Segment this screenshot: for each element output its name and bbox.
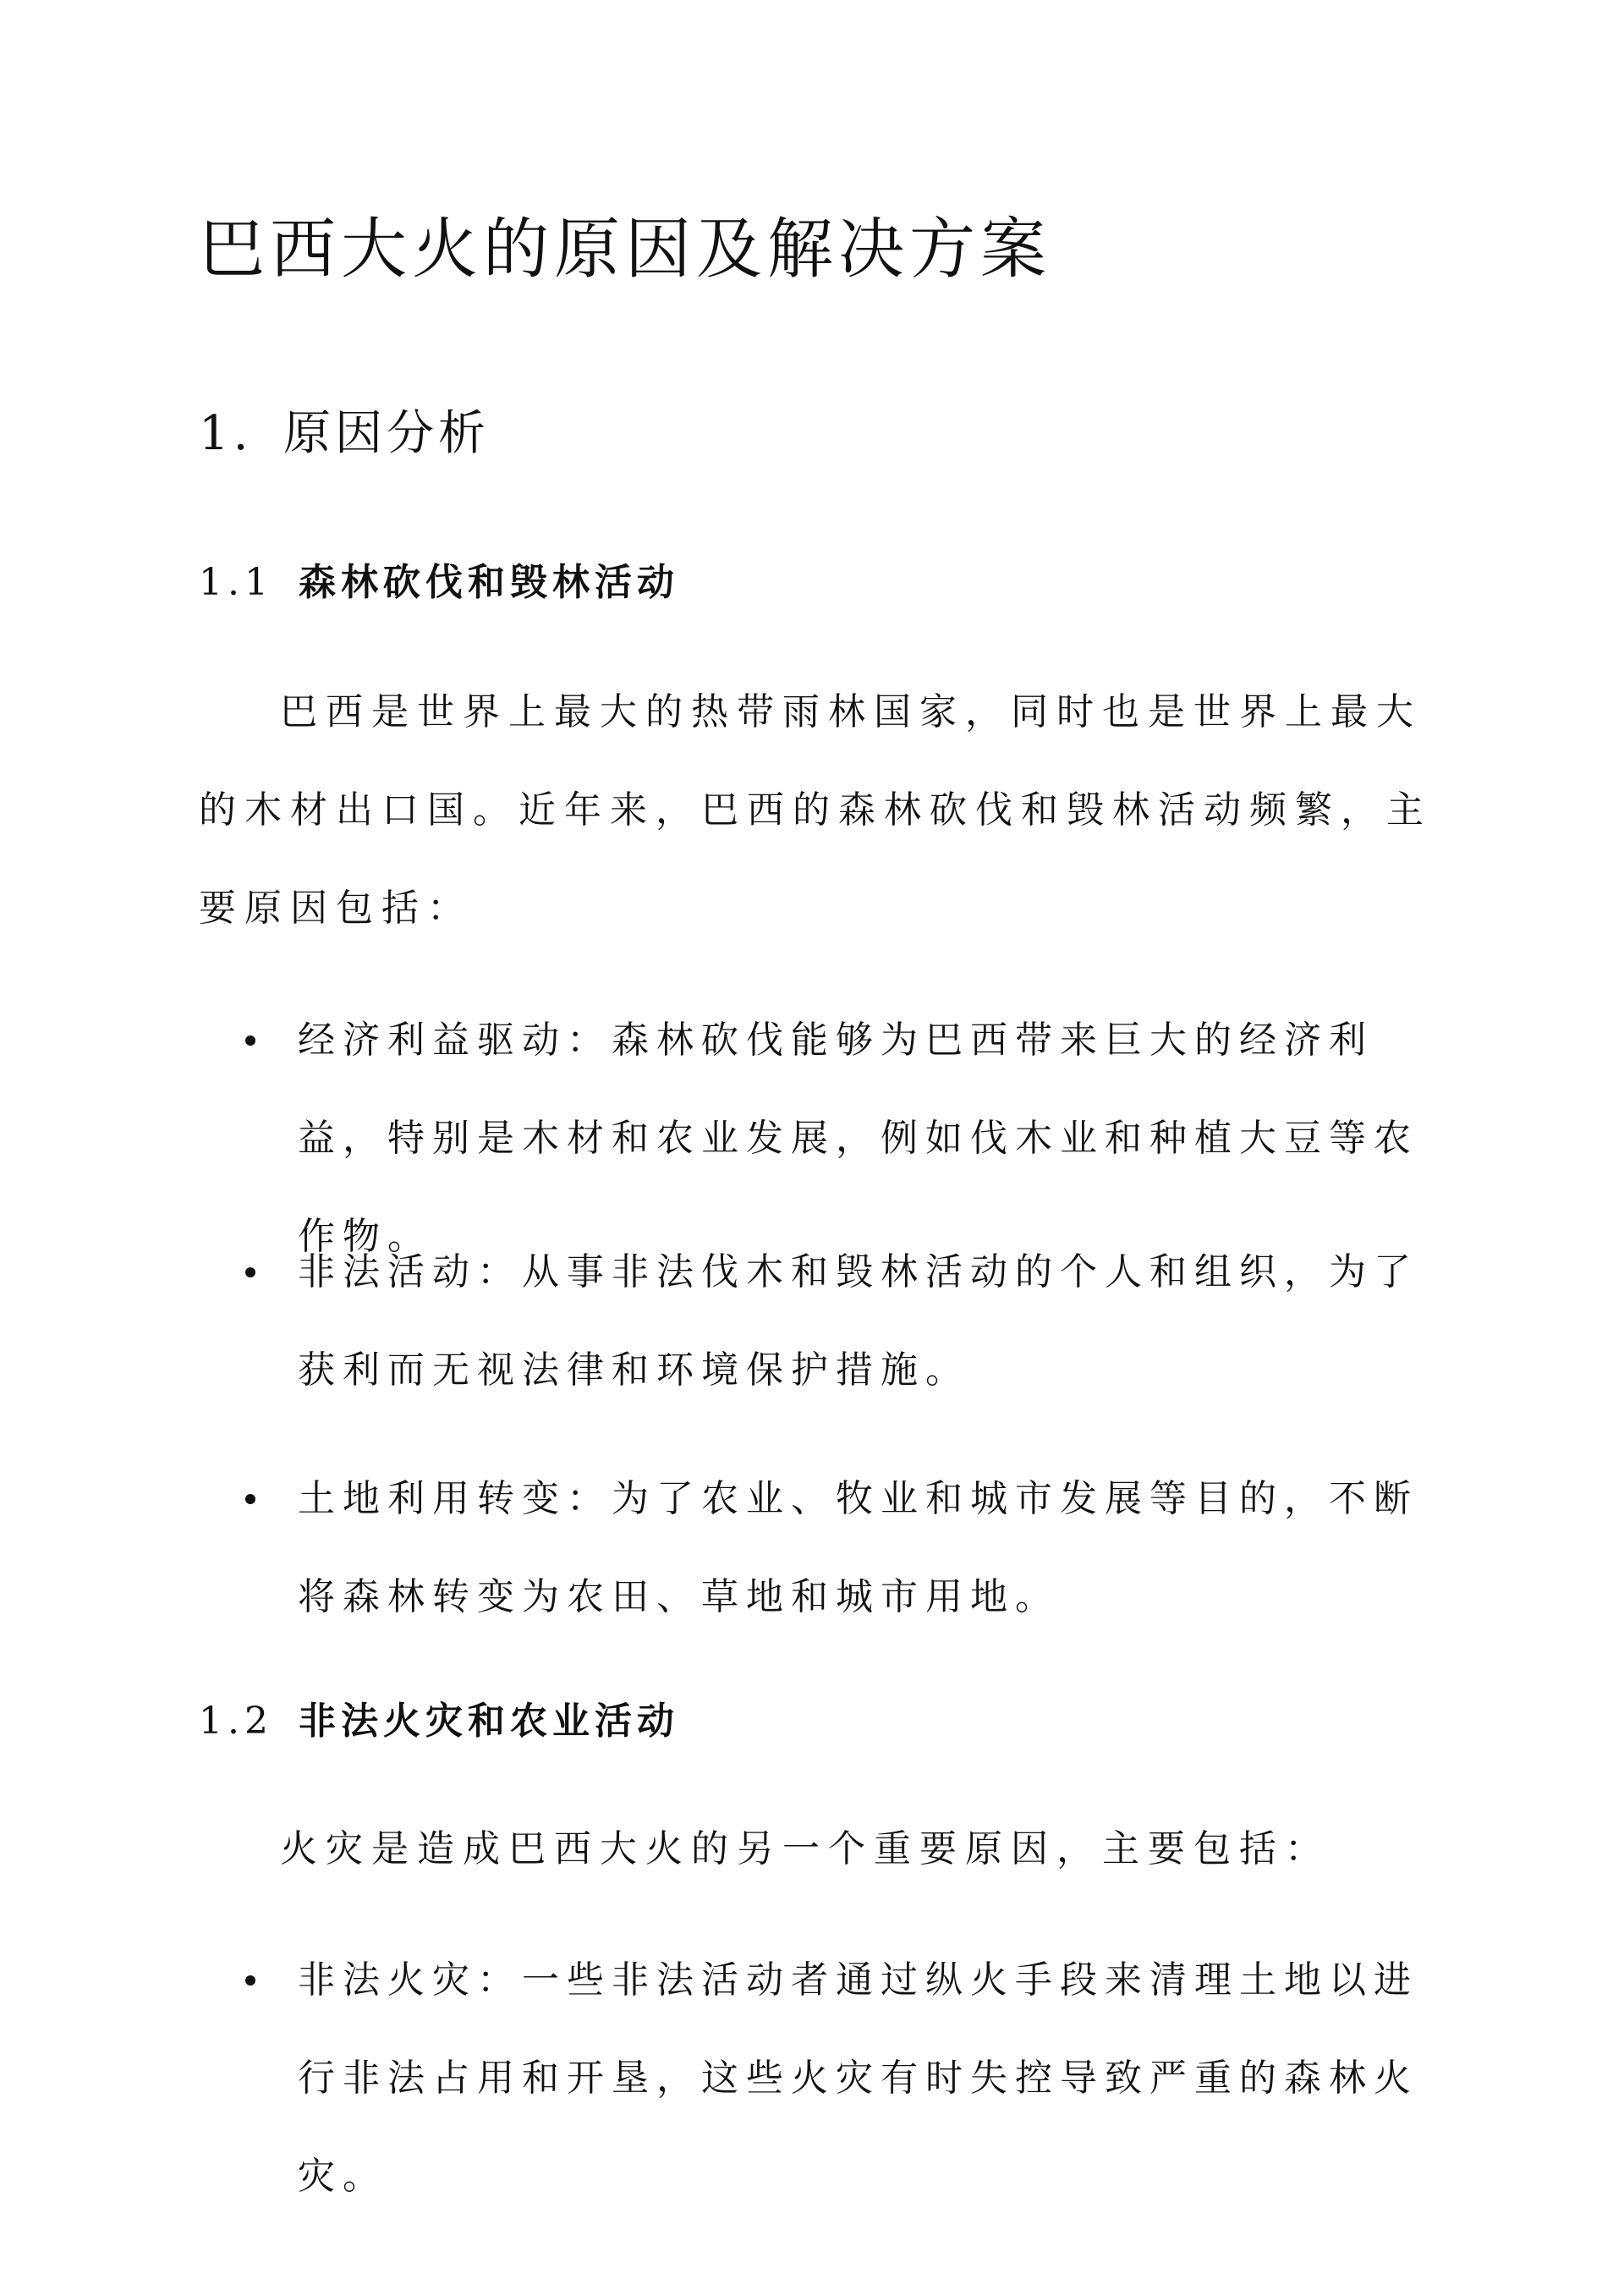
subsection-heading-deforestation — [199, 552, 679, 606]
bullet-icon — [245, 1494, 255, 1504]
subsection-heading-illegal-fires — [199, 1690, 679, 1744]
illegal-fires-intro-paragraph: 火灾是造成巴西大火的另一个重要原因，主要包括： — [280, 1827, 1330, 1870]
subsection-number: 1.2 — [199, 1700, 273, 1743]
deforestation-intro-paragraph: 巴西是世界上最大的热带雨林国家，同时也是世界上最大的木材出口国。近年来，巴西的森林砍伐和毁林活动频繁，主要原因包括： — [199, 690, 1432, 930]
bullet-icon — [245, 1035, 255, 1046]
subsection-heading-text: 非法火灾和农业活动 — [299, 1700, 679, 1743]
section-heading-text: 原因分析 — [283, 406, 490, 461]
subsection-heading-text: 森林砍伐和毁林活动 — [299, 561, 679, 604]
section-heading-analysis — [199, 396, 490, 464]
list-item — [245, 1223, 1421, 1420]
list-item-text: 经济利益驱动：森林砍伐能够为巴西带来巨大的经济利益，特别是木材和农业发展，例如伐木业和种植大豆等农作物。 — [298, 1019, 1418, 1258]
list-item — [245, 1450, 1421, 1646]
list-item-text: 非法火灾：一些非法活动者通过纵火手段来清理土地以进行非法占用和开垦，这些火灾有时失控导致严重的森林火灾。 — [298, 1958, 1418, 2198]
list-item-text: 非法活动：从事非法伐木和毁林活动的个人和组织，为了获利而无视法律和环境保护措施。 — [298, 1250, 1418, 1392]
section-number: 1. — [199, 406, 253, 461]
list-item — [245, 1931, 1421, 2226]
bullet-icon — [245, 1267, 255, 1277]
bullet-icon — [245, 1975, 255, 1986]
list-item-text: 土地利用转变：为了农业、牧业和城市发展等目的，不断将森林转变为农田、草地和城市用地。 — [298, 1477, 1418, 1618]
document-title: 巴西大火的原因及解决方案 — [199, 211, 1052, 288]
subsection-number: 1.1 — [199, 561, 273, 604]
